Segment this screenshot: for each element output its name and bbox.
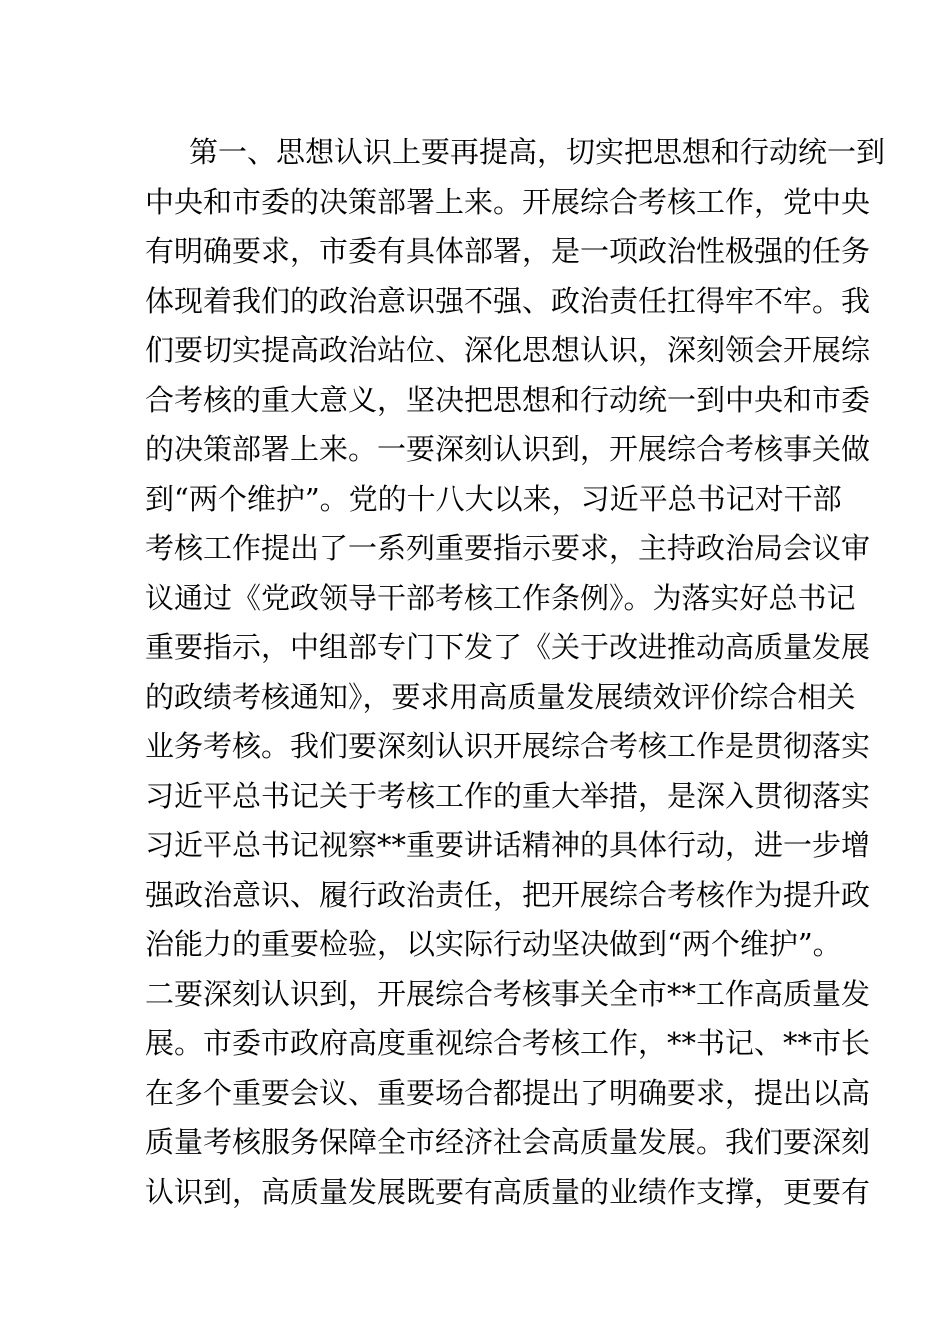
text-line: 们要切实提高政治站位、深化思想认识，深刻领会开展综	[145, 333, 871, 367]
text-line: 体现着我们的政治意识强不强、政治责任扛得牢不牢。我	[145, 283, 871, 318]
text-line: 展。市委市政府高度重视综合考核工作，**书记、**市长	[145, 1026, 871, 1060]
text-line: 中央和市委的决策部署上来。开展综合考核工作，党中央	[145, 184, 871, 219]
text-line: 习近平总书记关于考核工作的重大举措，是深入贯彻落实	[145, 778, 871, 813]
text-line: 业务考核。我们要深刻认识开展综合考核工作是贯彻落实	[145, 729, 871, 763]
text-line: 到“两个维护”。党的十八大以来，习近平总书记对干部	[145, 481, 842, 516]
text-line: 的政绩考核通知》，要求用高质量发展绩效评价综合相关	[145, 679, 856, 714]
text-line: 的决策部署上来。一要深刻认识到，开展综合考核事关做	[145, 432, 871, 466]
text-line: 考核工作提出了一系列重要指示要求，主持政治局会议审	[145, 531, 871, 565]
text-line: 第一、思想认识上要再提高，切实把思想和行动统一到	[189, 135, 886, 169]
text-line: 重要指示，中组部专门下发了《关于改进推动高质量发展	[145, 630, 871, 664]
text-line: 二要深刻认识到，开展综合考核事关全市**工作高质量发	[145, 976, 871, 1011]
text-line: 质量考核服务保障全市经济社会高质量发展。我们要深刻	[145, 1125, 871, 1159]
text-line: 习近平总书记视察**重要讲话精神的具体行动，进一步增	[145, 828, 871, 862]
text-line: 在多个重要会议、重要场合都提出了明确要求，提出以高	[145, 1075, 871, 1110]
text-line: 合考核的重大意义，坚决把思想和行动统一到中央和市委	[145, 382, 871, 417]
text-line: 有明确要求，市委有具体部署，是一项政治性极强的任务	[145, 234, 871, 268]
text-line: 治能力的重要检验，以实际行动坚决做到“两个维护”。	[145, 927, 842, 961]
text-line: 议通过《党政领导干部考核工作条例》。为落实好总书记	[145, 580, 856, 615]
body-paragraph	[145, 128, 886, 1217]
text-line: 强政治意识、履行政治责任，把开展综合考核作为提升政	[145, 877, 871, 912]
text-line: 认识到，高质量发展既要有高质量的业绩作支撑，更要有	[145, 1174, 871, 1209]
